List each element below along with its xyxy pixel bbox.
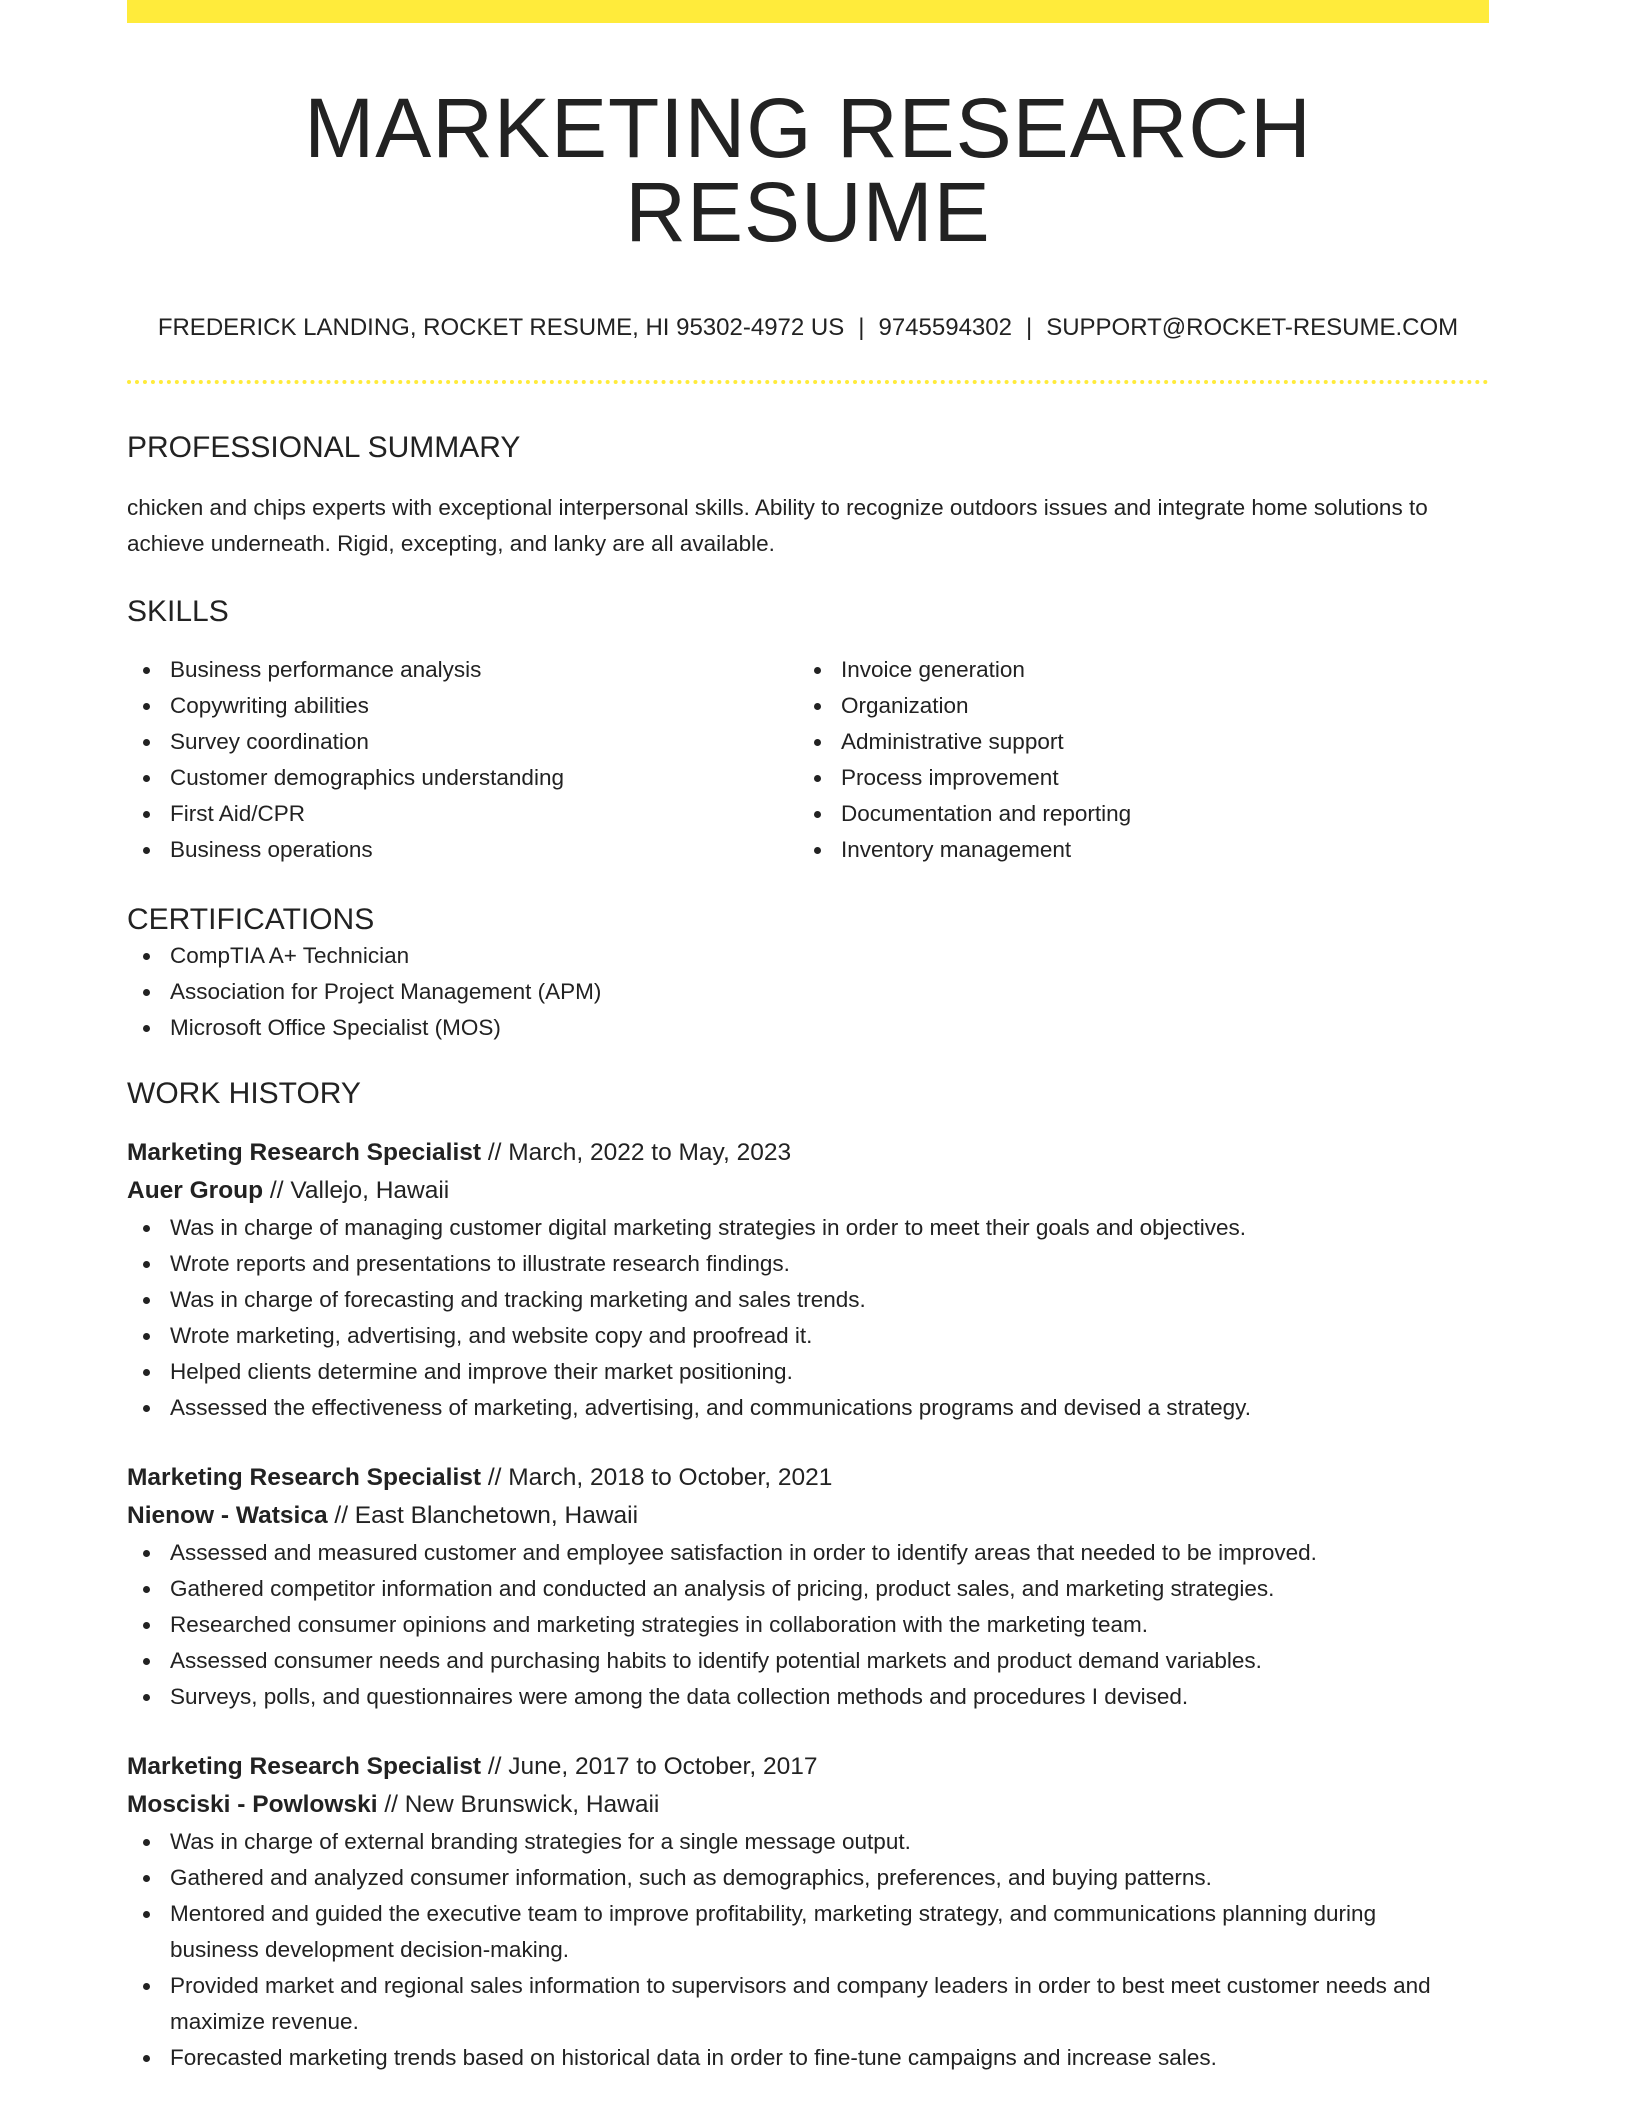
contact-line <box>127 314 1489 342</box>
job-company: Nienow - Watsica <box>127 1502 328 1529</box>
skill-item: Business operations <box>127 832 798 868</box>
job-title: Marketing Research Specialist <box>127 1464 482 1491</box>
skill-item: Customer demographics understanding <box>127 760 798 796</box>
resume-title: MARKETING RESEARCH RESUME <box>304 81 1312 259</box>
certification-item: CompTIA A+ Technician <box>127 938 1489 974</box>
skill-item: Business performance analysis <box>127 652 798 688</box>
skill-item: Inventory management <box>798 832 1458 868</box>
skills-list-left <box>127 652 798 868</box>
skill-item: Organization <box>798 688 1458 724</box>
job-bullet: Forecasted marketing trends based on historical data in order to fine-tune campaigns and increase sales. <box>127 2040 1460 2076</box>
skill-item: Survey coordination <box>127 724 798 760</box>
job-bullet: Was in charge of external branding strategies for a single message output. <box>127 1824 1460 1860</box>
job-bullet: Gathered competitor information and conducted an analysis of pricing, product sales, and marketing strategies. <box>127 1571 1460 1607</box>
certifications-heading: CERTIFICATIONS <box>127 903 375 936</box>
job-bullet: Helped clients determine and improve their market positioning. <box>127 1354 1460 1390</box>
job-company-line <box>127 1172 1489 1210</box>
job-dates: // March, 2018 to October, 2021 <box>481 1464 833 1491</box>
job-location: // Vallejo, Hawaii <box>263 1177 450 1204</box>
job-entry <box>127 1459 1489 1715</box>
job-company-line <box>127 1497 1489 1535</box>
job-title-line <box>127 1459 1489 1497</box>
job-bullet-list <box>127 1535 1489 1715</box>
certification-item: Microsoft Office Specialist (MOS) <box>127 1010 1489 1046</box>
job-bullet: Assessed the effectiveness of marketing, advertising, and communications programs and devised a strategy. <box>127 1390 1460 1426</box>
job-bullet: Gathered and analyzed consumer information, such as demographics, preferences, and buying patterns. <box>127 1860 1460 1896</box>
certification-item: Association for Project Management (APM) <box>127 974 1489 1010</box>
job-entry <box>127 1748 1489 2076</box>
job-title-line <box>127 1748 1489 1786</box>
job-bullet: Was in charge of forecasting and tracking marketing and sales trends. <box>127 1282 1460 1318</box>
work-history-heading: WORK HISTORY <box>127 1077 361 1110</box>
contact-separator: | <box>1025 314 1033 341</box>
resume-page <box>127 0 1489 2076</box>
job-title: Marketing Research Specialist <box>127 1139 482 1166</box>
contact-separator: | <box>858 314 865 341</box>
skills-heading: SKILLS <box>127 595 229 628</box>
job-location: // New Brunswick, Hawaii <box>377 1791 660 1818</box>
job-company: Auer Group <box>127 1177 264 1204</box>
job-title-line <box>127 1134 1489 1172</box>
contact-email: SUPPORT@ROCKET-RESUME.COM <box>1046 314 1459 341</box>
skill-item: Copywriting abilities <box>127 688 798 724</box>
job-company-line <box>127 1786 1489 1824</box>
job-bullet: Wrote reports and presentations to illustrate research findings. <box>127 1246 1460 1282</box>
job-bullet: Researched consumer opinions and marketing strategies in collaboration with the marketing team. <box>127 1607 1460 1643</box>
job-bullet: Wrote marketing, advertising, and website copy and proofread it. <box>127 1318 1460 1354</box>
job-bullet: Mentored and guided the executive team to improve profitability, marketing strategy, and communications planning during business development decision-making. <box>127 1896 1460 1968</box>
job-location: // East Blanchetown, Hawaii <box>327 1502 639 1529</box>
skill-item: Invoice generation <box>798 652 1458 688</box>
job-bullet: Provided market and regional sales information to supervisors and company leaders in order to best meet customer needs and maximize revenue. <box>127 1968 1460 2040</box>
contact-phone: 9745594302 <box>878 314 1012 341</box>
job-bullet: Assessed consumer needs and purchasing habits to identify potential markets and product demand variables. <box>127 1643 1460 1679</box>
certifications-list <box>127 938 1489 1046</box>
job-bullet: Was in charge of managing customer digital marketing strategies in order to meet their goals and objectives. <box>127 1210 1460 1246</box>
summary-text: chicken and chips experts with exceptional interpersonal skills. Ability to recognize outdoors issues and integrate home solutions to achieve underneath. Rigid, excepting, and lanky are all available. <box>127 495 1428 556</box>
skills-columns <box>127 652 1489 868</box>
contact-address: FREDERICK LANDING, ROCKET RESUME, HI 95302-4972 US <box>157 314 845 341</box>
job-dates: // June, 2017 to October, 2017 <box>481 1753 818 1780</box>
job-entry <box>127 1134 1489 1426</box>
skill-item: Administrative support <box>798 724 1458 760</box>
skill-item: First Aid/CPR <box>127 796 798 832</box>
skill-item: Documentation and reporting <box>798 796 1458 832</box>
header-divider <box>127 380 1489 384</box>
summary-heading: PROFESSIONAL SUMMARY <box>127 431 521 464</box>
skill-item: Process improvement <box>798 760 1458 796</box>
skills-list-right <box>798 652 1458 868</box>
job-bullet: Assessed and measured customer and employee satisfaction in order to identify areas that needed to be improved. <box>127 1535 1460 1571</box>
job-bullet-list <box>127 1824 1489 2076</box>
job-dates: // March, 2022 to May, 2023 <box>481 1139 792 1166</box>
top-accent-bar <box>127 0 1489 23</box>
job-bullet: Surveys, polls, and questionnaires were among the data collection methods and procedures I devised. <box>127 1679 1460 1715</box>
job-title: Marketing Research Specialist <box>127 1753 482 1780</box>
job-company: Mosciski - Powlowski <box>127 1791 378 1818</box>
job-bullet-list <box>127 1210 1489 1426</box>
